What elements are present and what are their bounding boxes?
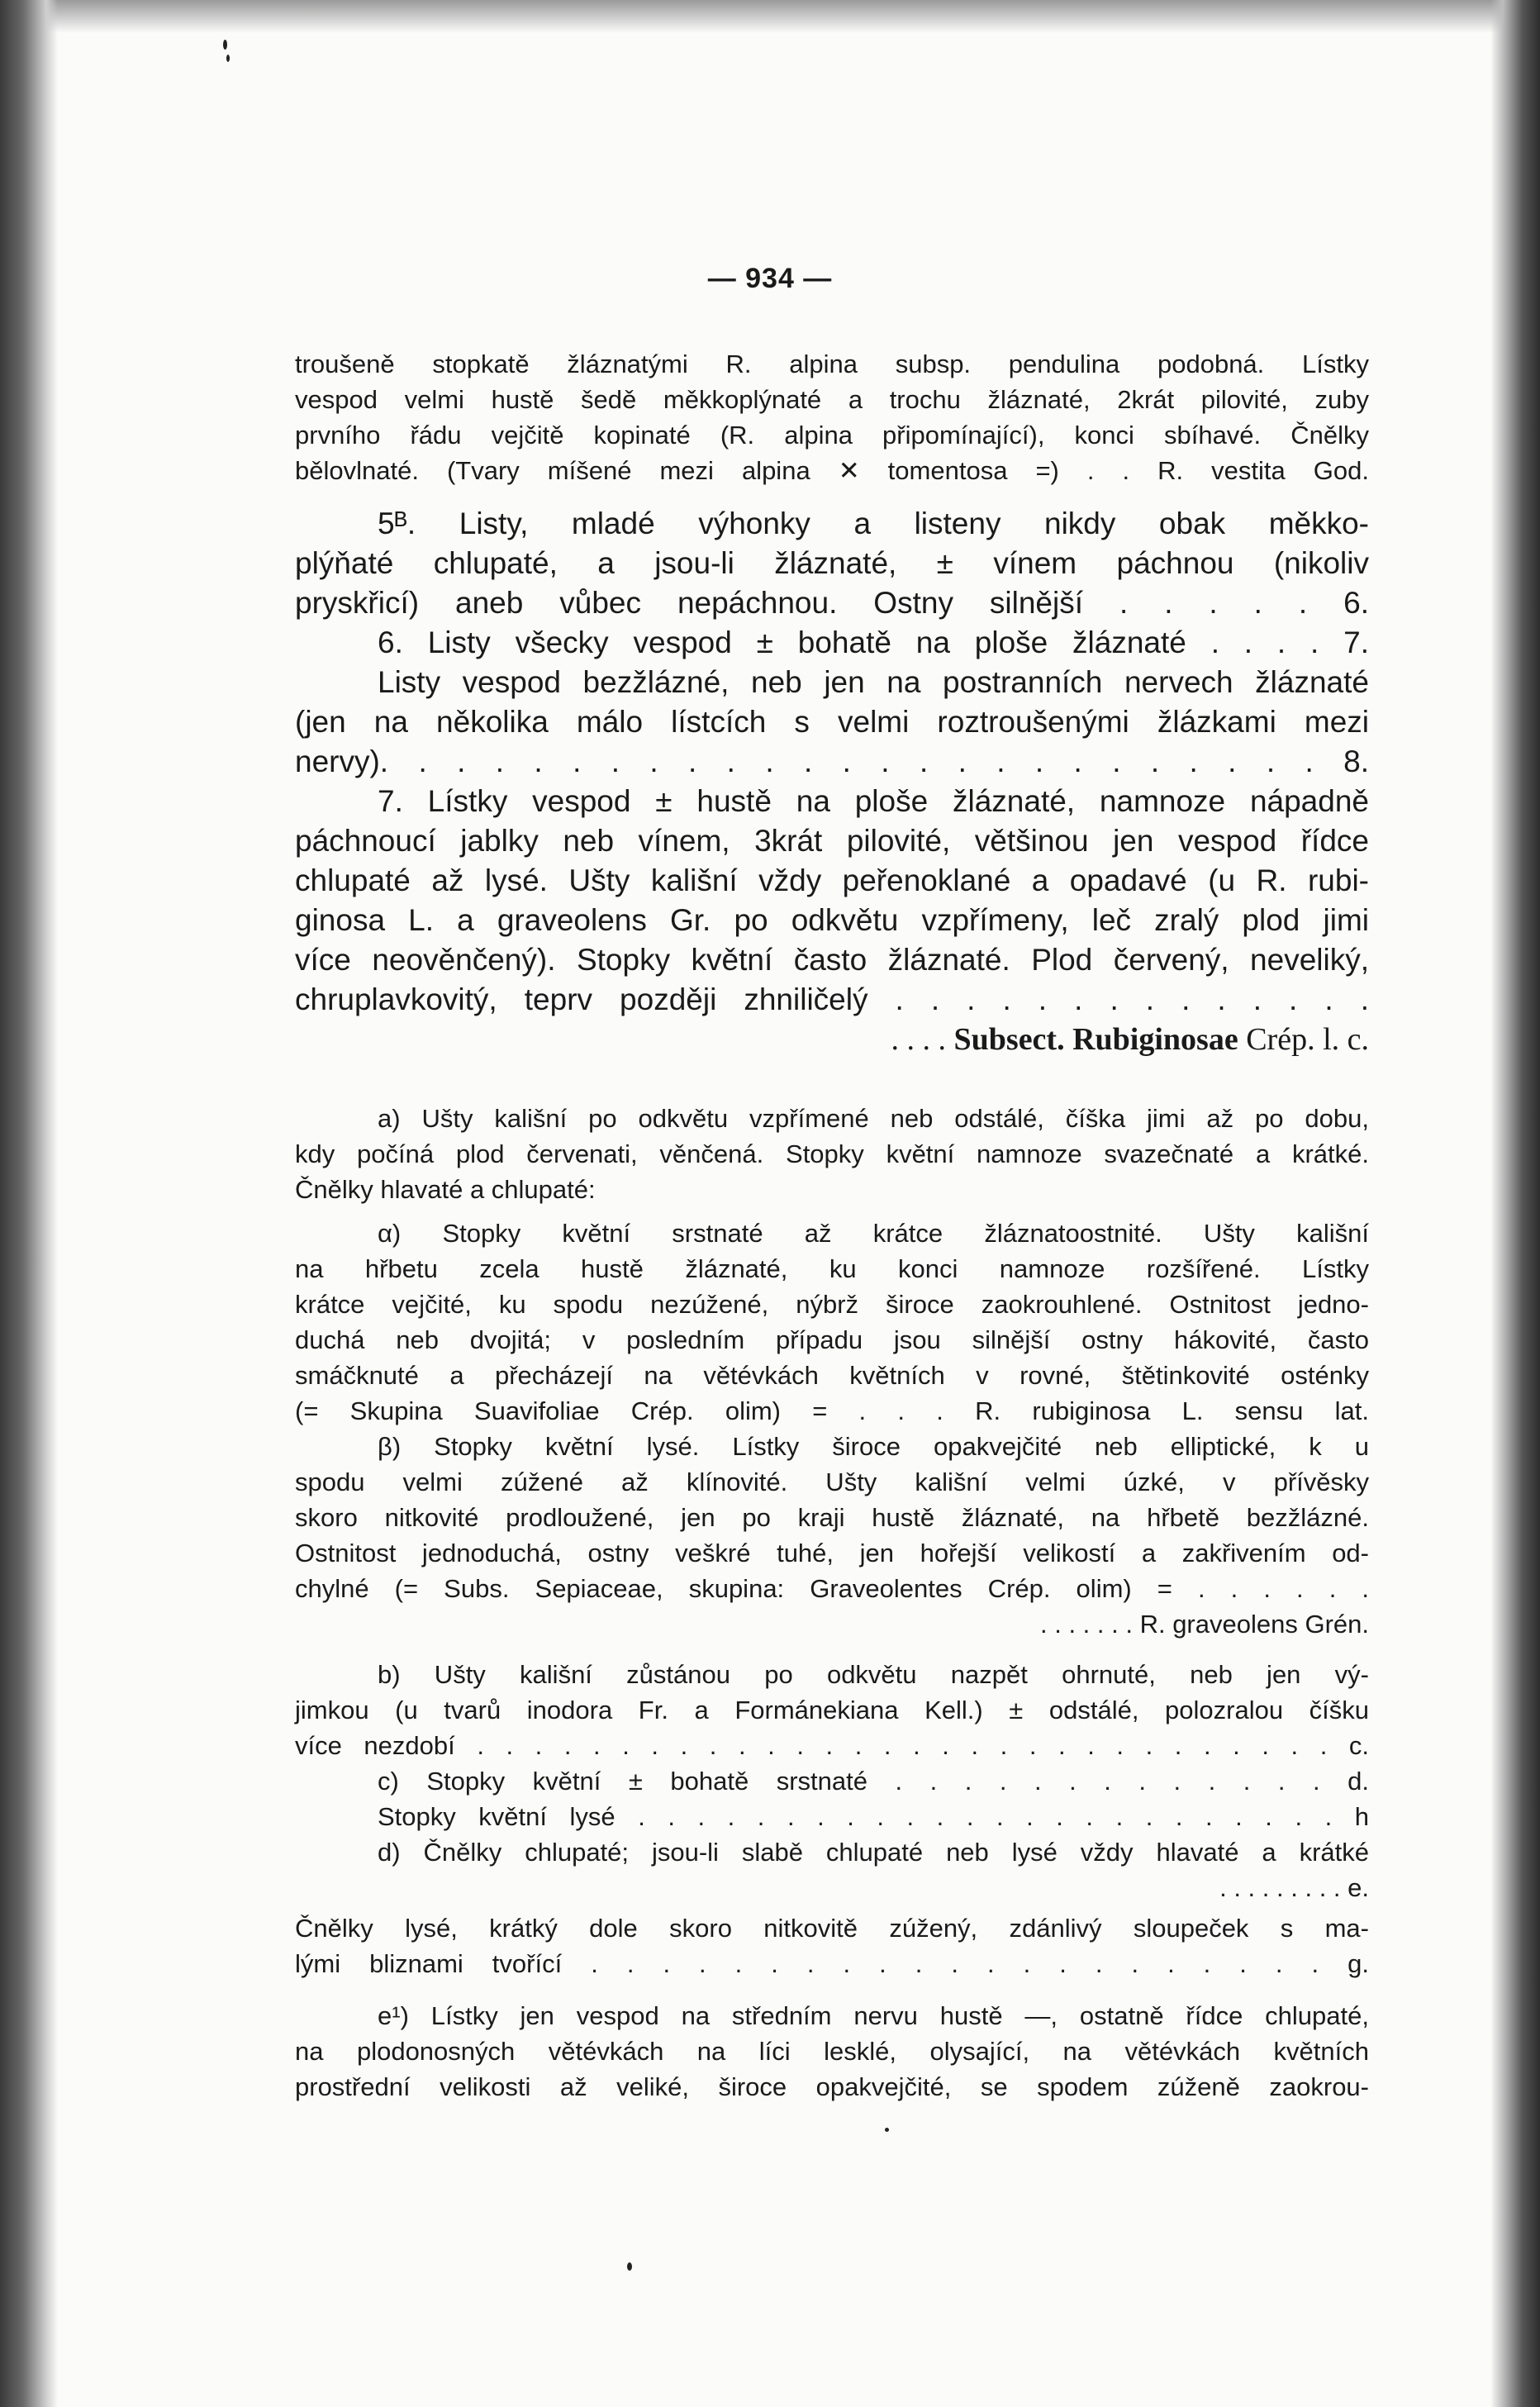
text-line: spodu velmi zúžené až klínovité. Ušty kališní velmi úzké, v přívěsky [295,1468,1369,1496]
text-line: Ostnitost jednoduchá, ostny veškré tuhé, jen hořejší velikostí a zakřivením od- [295,1539,1369,1567]
key-section-5b [295,504,1369,1059]
text-line: (jen na několika málo lístcích s velmi roztroušenými žlázkami mezi [295,705,1369,739]
scan-speck [627,2262,632,2271]
text-line: chlupaté až lysé. Ušty kališní vždy peřenoklané a opadavé (u R. rubi- [295,863,1369,897]
text-line: c) Stopky květní ± bohatě srstnaté . . . . . . . . . . . . . d. [378,1767,1369,1796]
text-line: d) Čnělky chlupaté; jsou-li slabě chlupaté neb lysé vždy hlavaté a krátké [378,1838,1369,1867]
text-line: krátce vejčité, ku spodu nezúžené, nýbrž široce zaokrouhlené. Ostnitost jedno- [295,1290,1369,1319]
subsection-name: Subsect. Rubiginosae [953,1022,1238,1057]
text-line: b) Ušty kališní zůstánou po odkvětu nazpět ohrnuté, neb jen vý- [378,1660,1369,1689]
text-line: (= Skupina Suavifoliae Crép. olim) = . . . R. rubiginosa L. sensu lat. [295,1396,1369,1425]
scan-speck [226,55,230,62]
scan-edge-right [1490,0,1540,2407]
text-line: chruplavkovitý, teprv později zhniličelý . . . . . . . . . . . . . . [295,982,1369,1016]
text-line: pryskřicí) aneb vůbec nepáchnou. Ostny silnější . . . . . 6. [295,586,1369,620]
subsection-author: Crép. l. c. [1246,1022,1369,1057]
text-line: prostřední velikosti až veliké, široce opakvejčité, se spodem zúženě zaokrou- [295,2072,1369,2101]
text-line: na plodonosných větévkách na líci lesklé, olysající, na větévkách květních [295,2037,1369,2066]
text-line: ginosa L. a graveolens Gr. po odkvětu vzpřímeny, leč zralý plod jimi [295,903,1369,937]
text-line: lými bliznami tvořící . . . . . . . . . . . . . . . . . . . . . g. [295,1949,1369,1978]
text-line: 5ᴮ. Listy, mladé výhonky a listeny nikdy obak měkko- [378,507,1369,540]
text-line: prvního řádu vejčitě kopinaté (R. alpina připomínající), konci sbíhavé. Čnělky [295,421,1369,450]
text-line: Čnělky hlavaté a chlupaté: [295,1175,596,1204]
text-line: na hřbetu zcela hustě žláznaté, ku konci namnoze rozšířené. Lístky [295,1254,1369,1283]
intro-paragraph [295,346,1369,488]
key-group-b [295,1657,1369,1981]
text-line: 6. Listy všecky vespod ± bohatě na ploše žláznaté . . . . 7. [378,626,1369,659]
text-line: páchnoucí jablky neb vínem, 3krát pilovité, většinou jen vespod řídce [295,824,1369,858]
scan-edge-left [0,0,58,2407]
text-line: Čnělky lysé, krátký dole skoro nitkovitě zúžený, zdánlivý sloupeček s ma- [295,1914,1369,1943]
scan-speck [885,2128,889,2132]
subsection-heading [295,1020,1369,1059]
text-line: a) Ušty kališní po odkvětu vzpřímené neb odstálé, číška jimi až po dobu, [378,1104,1369,1133]
text-line: Listy vespod bezžlázné, neb jen na postranních nervech žláznaté [378,665,1369,699]
key-group-e [295,1998,1369,2105]
text-line: nervy). . . . . . . . . . . . . . . . . . . . . . . . . 8. [295,744,1369,778]
text-line: více neověnčený). Stopky květní často žláznaté. Plod červený, neveliký, [295,943,1369,977]
text-line: . . . . . . . . . e. [1219,1873,1369,1902]
page-number: — 934 — [707,263,833,294]
text-line: smáčknuté a přecházejí na větévkách květních v rovné, štětinkovité osténky [295,1361,1369,1390]
text-line: duchá neb dvojitá; v posledním případu jsou silnější ostny hákovité, často [295,1325,1369,1354]
text-line: 7. Lístky vespod ± hustě na ploše žláznaté, namnoze nápadně [378,784,1369,818]
subsection-leader-dots: . . . . [891,1022,946,1057]
text-line: . . . . . . . R. graveolens Grén. [1040,1610,1369,1639]
text-line: β) Stopky květní lysé. Lístky široce opakvejčité neb elliptické, k u [378,1432,1369,1461]
text-line: Stopky květní lysé . . . . . . . . . . . . . . . . . . . . . . . . h [378,1802,1369,1831]
text-line: bělovlnaté. (Tvary míšené mezi alpina ✕ tomentosa =) . . R. vestita God. [295,456,1369,485]
text-line: více nezdobí . . . . . . . . . . . . . . . . . . . . . . . . . . . . . . c. [295,1731,1369,1760]
text-line: plýňaté chlupaté, a jsou-li žláznaté, ± vínem páchnou (nikoliv [295,546,1369,580]
text-line: α) Stopky květní srstnaté až krátce žláznatoostnité. Ušty kališní [378,1219,1369,1248]
text-line: vespod velmi hustě šedě měkkoplýnaté a trochu žláznaté, 2krát pilovité, zuby [295,385,1369,414]
text-line: troušeně stopkatě žláznatými R. alpina subsp. pendulina podobná. Lístky [295,350,1369,378]
key-group-a [295,1101,1369,1642]
text-line: kdy počíná plod červenati, věnčená. Stopky květní namnoze svazečnaté a krátké. [295,1139,1369,1168]
text-line: skoro nitkovité prodloužené, jen po kraji hustě žláznaté, na hřbetě bezžlázné. [295,1503,1369,1532]
text-line: chylné (= Subs. Sepiaceae, skupina: Graveolentes Crép. olim) = . . . . . . [295,1574,1369,1603]
scan-speck [223,40,227,50]
scan-edge-top [0,0,1540,33]
text-line: e¹) Lístky jen vespod na středním nervu hustě —, ostatně řídce chlupaté, [378,2001,1369,2030]
text-line: jimkou (u tvarů inodora Fr. a Formánekiana Kell.) ± odstálé, polozralou číšku [295,1696,1369,1724]
